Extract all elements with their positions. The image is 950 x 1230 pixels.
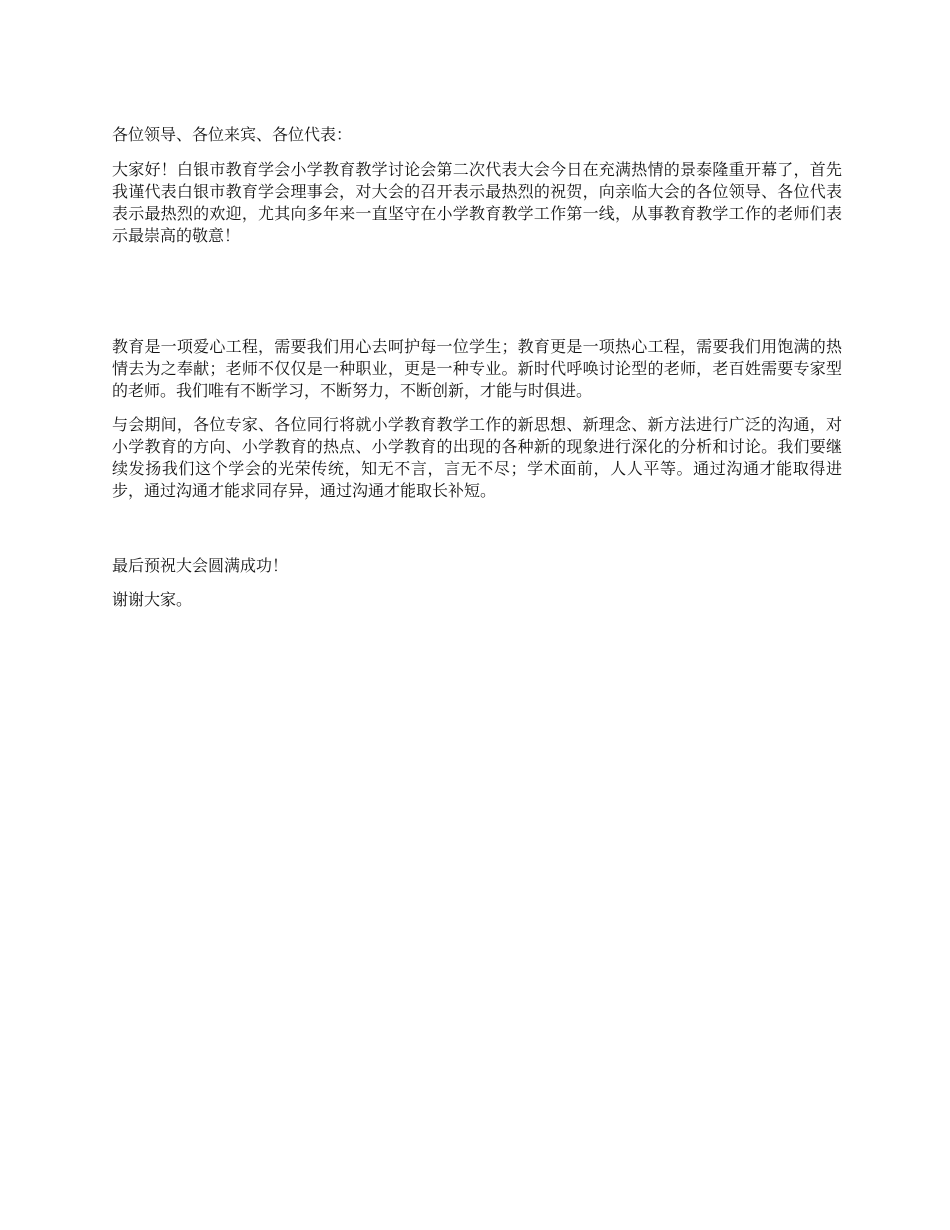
paragraph-wish: 最后预祝大会圆满成功！ bbox=[112, 556, 289, 575]
paragraph-thanks: 谢谢大家。 bbox=[112, 590, 193, 609]
paragraph-education: 教育是一项爱心工程，需要我们用心去呵护每一位学生；教育更是一项热心工程，需要我们用饱满的热情去为之奉献；老师不仅仅是一种职业，更是一种专业。新时代呼唤讨论型的老师，老百姓需要专家型的老师。我们唯有不断学习，不断努力，不断创新，才能与时俱进。 bbox=[112, 337, 842, 400]
document-body bbox=[112, 124, 842, 611]
paragraph-meeting: 与会期间，各位专家、各位同行将就小学教育教学工作的新思想、新理念、新方法进行广泛的沟通，对小学教育的方向、小学教育的热点、小学教育的出现的各种新的现象进行深化的分析和讨论。我们要继续发扬我们这个学会的光荣传统，知无不言，言无不尽；学术面前，人人平等。通过沟通才能取得进步，通过沟通才能求同存异，通过沟通才能取长补短。 bbox=[112, 415, 842, 500]
paragraph-welcome: 大家好！白银市教育学会小学教育教学讨论会第二次代表大会今日在充满热情的景泰隆重开幕了，首先我谨代表白银市教育学会理事会，对大会的召开表示最热烈的祝贺，向亲临大会的各位领导、各位代表表示最热烈的欢迎，尤其向多年来一直坚守在小学教育教学工作第一线，从事教育教学工作的老师们表示最崇高的敬意！ bbox=[112, 160, 842, 245]
salutation: 各位领导、各位来宾、各位代表： bbox=[112, 125, 353, 144]
